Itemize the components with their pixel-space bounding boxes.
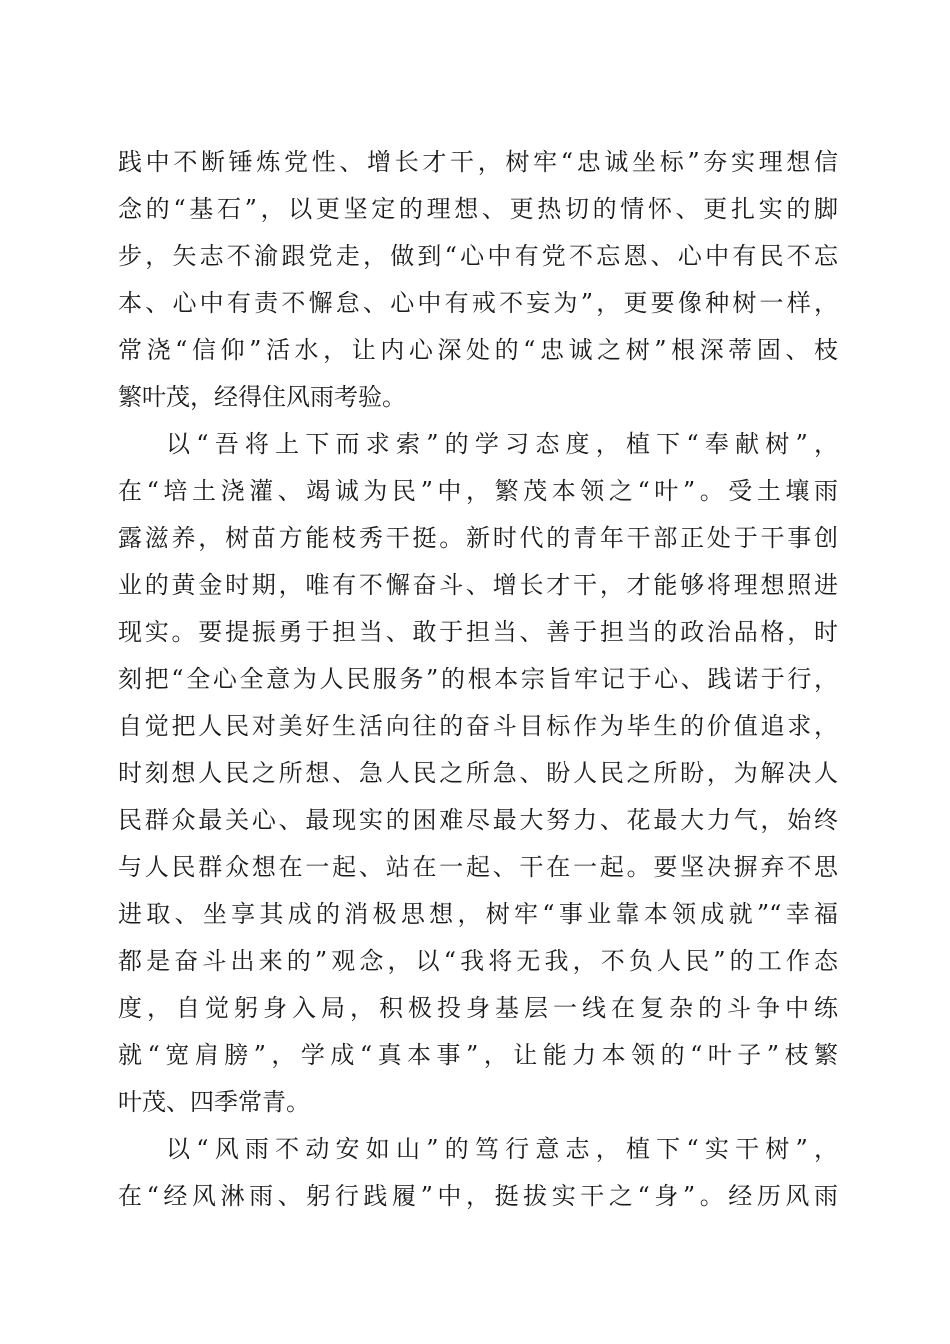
document-body [118, 139, 838, 1220]
text-line: 度，自觉躬身入局，积极投身基层一线在复杂的斗争中练 [118, 994, 838, 1022]
text-line: 践中不断锤炼党性、增长才干，树牢“忠诚坐标”夯实理想信 [118, 148, 838, 176]
text-line: 以“风雨不动安如山”的笃行意志，植下“实干树”， [166, 1135, 838, 1163]
text-line: 在“培土浇灌、竭诚为民”中，繁茂本领之“叶”。受土壤雨 [118, 477, 838, 505]
text-line: 与人民群众想在一起、站在一起、干在一起。要坚决摒弃不思 [118, 853, 838, 881]
text-line: 繁叶茂，经得住风雨考验。 [118, 383, 406, 411]
text-line: 念的“基石”，以更坚定的理想、更热切的情怀、更扎实的脚 [118, 195, 838, 223]
text-line: 时刻想人民之所想、急人民之所急、盼人民之所盼，为解决人 [118, 759, 838, 787]
text-line: 都是奋斗出来的”观念，以“我将无我，不负人民”的工作态 [118, 947, 838, 975]
text-line: 业的黄金时期，唯有不懈奋斗、增长才干，才能够将理想照进 [118, 571, 838, 599]
text-line: 在“经风淋雨、躬行践履”中，挺拔实干之“身”。经历风雨 [118, 1182, 838, 1210]
text-line: 自觉把人民对美好生活向往的奋斗目标作为毕生的价值追求， [118, 712, 838, 740]
text-line: 叶茂、四季常青。 [118, 1088, 310, 1116]
text-line: 常浇“信仰”活水，让内心深处的“忠诚之树”根深蒂固、枝 [118, 336, 838, 364]
text-line: 民群众最关心、最现实的困难尽最大努力、花最大力气，始终 [118, 806, 838, 834]
text-line: 刻把“全心全意为人民服务”的根本宗旨牢记于心、践诺于行， [118, 665, 838, 693]
text-line: 步，矢志不渝跟党走，做到“心中有党不忘恩、心中有民不忘 [118, 242, 838, 270]
text-line: 现实。要提振勇于担当、敢于担当、善于担当的政治品格，时 [118, 618, 838, 646]
text-line: 就“宽肩膀”，学成“真本事”，让能力本领的“叶子”枝繁 [118, 1041, 838, 1069]
text-line: 露滋养，树苗方能枝秀干挺。新时代的青年干部正处于干事创 [118, 524, 838, 552]
text-line: 进取、坐享其成的消极思想，树牢“事业靠本领成就”“幸福 [118, 900, 838, 928]
text-line: 以“吾将上下而求索”的学习态度，植下“奉献树”， [166, 430, 838, 458]
text-line: 本、心中有责不懈怠、心中有戒不妄为”，更要像种树一样， [118, 289, 838, 317]
